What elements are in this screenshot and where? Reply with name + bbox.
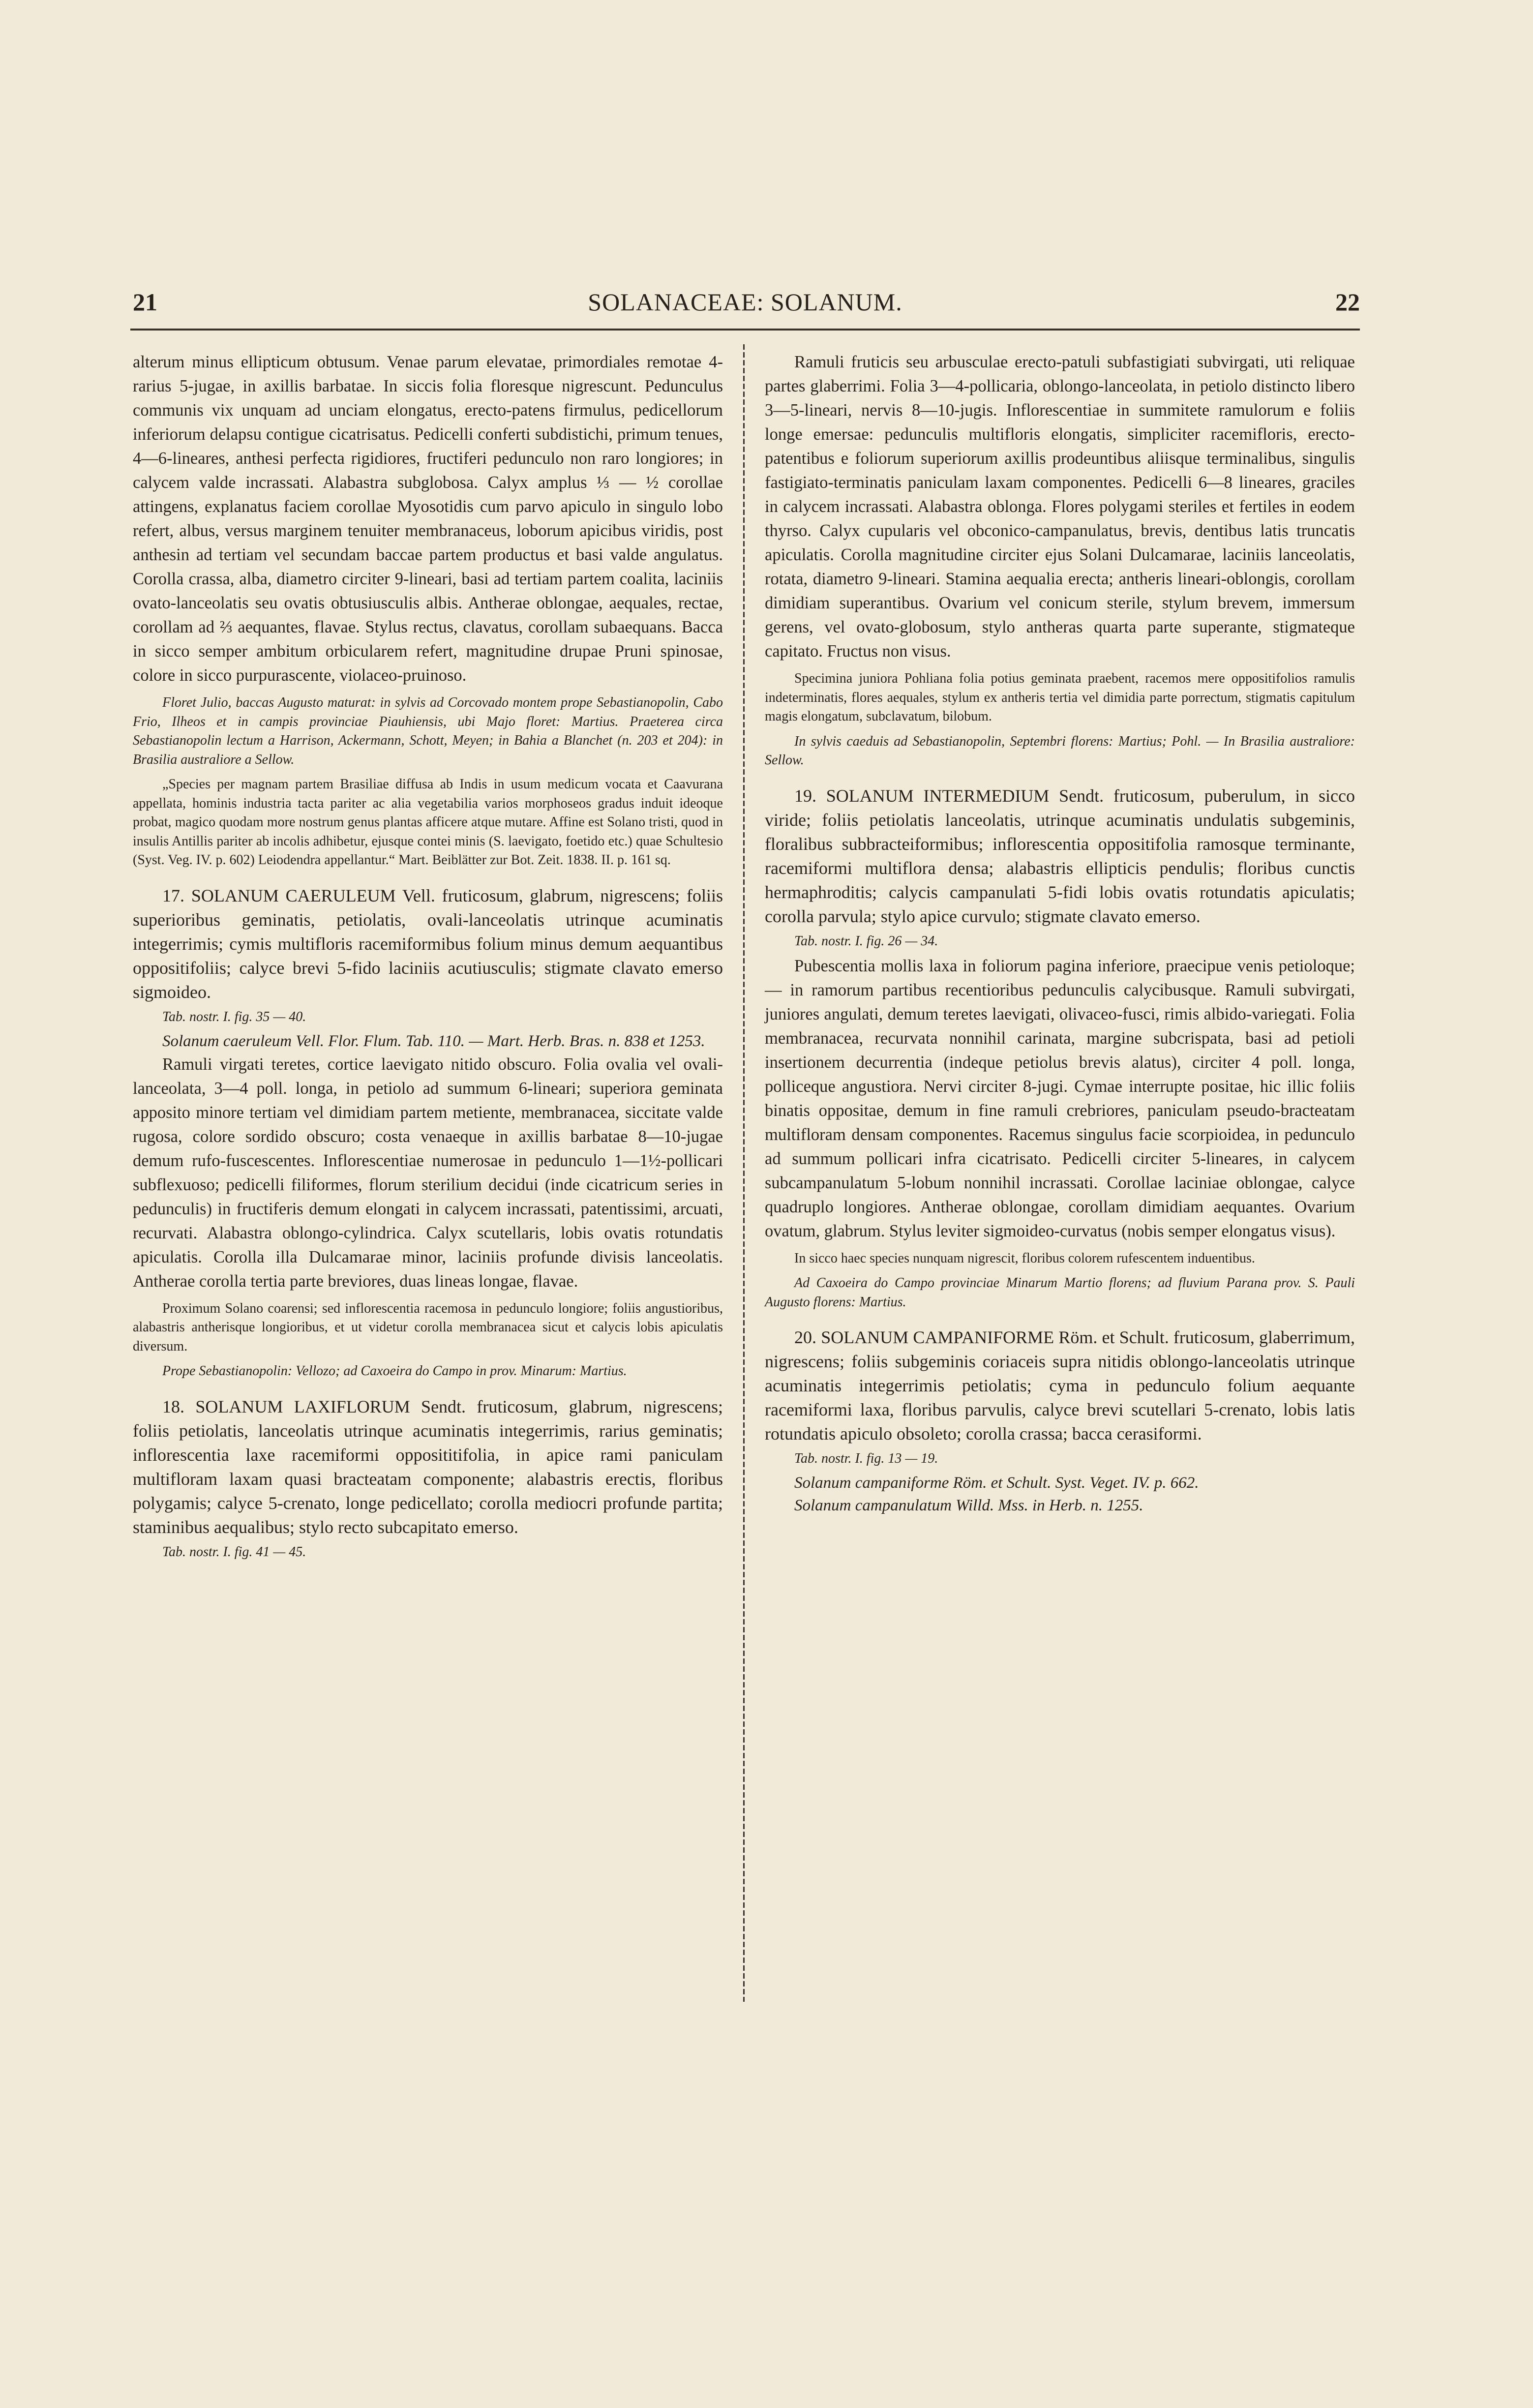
plate-reference-19: Tab. nostr. I. fig. 26 — 34. xyxy=(794,933,938,949)
page-number-right: 22 xyxy=(1335,288,1360,316)
locality-19: Ad Caxoeira do Campo provinciae Minarum Martio florens; ad fluvium Parana prov. S. Pauli Augusto florens: Martius. xyxy=(765,1275,1355,1310)
plate-reference-17: Tab. nostr. I. fig. 35 — 40. xyxy=(162,1009,306,1024)
description-paragraph-19: Pubescentia mollis laxa in foliorum pagina inferiore, praecipue venis petioloque; — in ramorum partibus recentioribus pedunculis calycibusque. Ramuli subvirgati, juniores angulati, demum teretes laevigati, olivaceo-fusci, rimis albido-variegati. Folia membranacea, recurvata nonnihil carinata, margine subcrispata, basi ad petioli insertionem decurrentia (indeque petiolus brevis alatus), circiter 4 poll. longa, polliceque angustiora. Nervi circiter 8-jugi. Cymae interrupte positae, hic illic foliis binatis oppositae, demum in fine ramuli crebriores, paniculam pseudo-bracteatam multifloram densam componentes. Racemus singulus facie scorpioidea, in pedunculo ad summum pollicari infra cicatrisato. Pedicelli circiter 5-lineares, in calycem subcampanulatum 5-lobum nonnihil incrassati. Corollae laciniae oblongae, calyce quadruplo longiores. Antherae oblongae, corollam dimidiam aequantes. Ovarium ovatum, glabrum. Stylus leviter sigmoideo-curvatus (nobis semper elongatus visus). xyxy=(765,956,1355,1240)
species-heading-18: 18. SOLANUM LAXIFLORUM Sendt. fruticosum, glabrum, nigrescens; foliis petiolatis, lanceolatis utrinque acuminatis integerrimis, rarius geminatis; inflorescentia laxe racemiformi opposititifolia, in apice rami paniculam multifloram laxam quasi bracteatam componente; alabastris erectis, floribus polygamis; calyce 5-crenato, longe pedicellato; corolla mediocri profunde partita; staminibus aequalibus; stylo recto subcapitato emerso. xyxy=(133,1396,723,1537)
note-17: Proximum Solano coarensi; sed inflorescentia racemosa in pedunculo longiore; foliis angustioribus, alabastris antherisque longioribus, et ut videtur corolla membranacea sicut et calycis lobis apiculatis diversum. xyxy=(133,1300,723,1354)
note-18: Specimina juniora Pohliana folia potius geminata praebent, racemos mere oppositifolios ramulis indeterminatis, flores aequales, stylum ex antheris tertia vel dimidia parte porrectum, stigmatis capitulum magis elongatum, subclavatum, bilobum. xyxy=(765,671,1355,724)
description-paragraph-18: Ramuli fruticis seu arbusculae erecto-patuli subfastigiati subvirgati, uti reliquae partes glaberrimi. Folia 3—4-pollicaria, oblongo-lanceolata, in petiolo distincto libero 3—5-lineari, nervis 8—10-jugis. Inflorescentiae in summitete ramulorum e foliis longe emersae: pedunculis multifloris elongatis, simpliciter racemifloris, erecto-patentibus e foliorum superiorum axillis prodeuntibus aliisque terminalibus, singulis fastigiato-terminatis paniculam laxam componentes. Pedicelli 6—8 lineares, graciles in calycem incrassati. Alabastra oblonga. Flores polygami steriles et fertiles in eodem thyrso. Calyx cupularis vel obconico-campanulatus, brevis, dentibus latis truncatis apiculatis. Corolla magnitudine circiter ejus Solani Dulcamarae, laciniis lanceolatis, rotata, diametro 9-lineari. Stamina aequalia erecta; antheris lineari-oblongis, corollam dimidiam superantibus. Ovarium vel conicum sterile, stylum brevem, immersum gerens, vel ovato-globosum, stylo antheras quarta parte superante, stigmateque capitato. Fructus non visus. xyxy=(765,353,1355,661)
note-19: In sicco haec species nunquam nigrescit, floribus colorem rufescentem induentibus. xyxy=(794,1250,1255,1266)
synonym-reference-20a: Solanum campaniforme Röm. et Schult. Syst. Veget. IV. p. 662. xyxy=(794,1474,1199,1492)
left-column xyxy=(133,350,723,1565)
page-number-left: 21 xyxy=(133,288,157,316)
plate-reference-20: Tab. nostr. I. fig. 13 — 19. xyxy=(794,1451,938,1466)
locality-17: Prope Sebastianopolin: Vellozo; ad Caxoeira do Campo in prov. Minarum: Martius. xyxy=(162,1363,627,1379)
plate-reference-18: Tab. nostr. I. fig. 41 — 45. xyxy=(162,1544,306,1560)
quote-note: „Species per magnam partem Brasiliae diffusa ab Indis in usum medicum vocata et Caavurana appellata, hominis industria tacta pariter ac alia vegetabilia varios morphoseos gradus induit ideoque probat, magico quodam more nostrum genus plantas afficere atque mutare. Affine est Solano tristi, quod in insulis Antillis pariter ab incolis adhibetur, ejusque contei minis (S. laevigato, foetido etc.) quae Schultesio (Syst. Veg. IV. p. 602) Leiodendra appellantur.“ Mart. Beiblätter zur Bot. Zeit. 1838. II. p. 161 sq. xyxy=(133,777,723,868)
right-column xyxy=(765,350,1355,1517)
description-paragraph: alterum minus ellipticum obtusum. Venae parum elevatae, primordiales remotae 4- rarius 5-jugae, in axillis barbatae. In siccis folia floresque nigrescunt. Pedunculus communis vix unquam ad unciam elongatus, erecto-patens firmulus, pedicellorum inferiorum delapsu contigue cicatrisatus. Pedicelli conferti subdistichi, primum tenues, 4—6-lineares, anthesi perfecta rigidiores, fructiferi pedunculo non raro longiores; in calycem valde incrassati. Alabastra subglobosa. Calyx amplus ⅓ — ½ corollae attingens, explanatus faciem corollae Myosotidis cum parvo apiculo in singulo lobo refert, albus, versus marginem tenuiter membranaceus, loborum apicibus viridis, post anthesin ad tertiam vel secundam baccae partem productus et basi valde angulatus. Corolla crassa, alba, diametro circiter 9-lineari, basi ad tertiam partem coalita, laciniis ovato-lanceolatis seu ovatis obtusiusculis albis. Antherae oblongae, aequales, rectae, corollam ad ⅔ aequantes, flavae. Stylus rectus, clavatus, corollam subaequans. Bacca in sicco semper ambitum orbicularem refert, magnitudine drupae Pruni spinosae, colore in sicco purpurascente, violaceo-pruinoso. xyxy=(133,353,723,685)
description-paragraph-17: Ramuli virgati teretes, cortice laevigato nitido obscuro. Folia ovalia vel ovali-lanceolata, 3—4 poll. longa, in petiolo ad summum 6-lineari; superiora geminata apposito minore tertiam vel dimidiam partem metiente, membranacea, siccitate valde rugosa, colore sordido obscuro; costa venaeque in axillis barbatae 8—10-jugae demum rufo-fuscescentes. Inflorescentiae numerosae in pedunculo 1—1½-pollicari subflexuoso; pedicelli filiformes, florum sterilium decidui (inde cicatricum series in pedunculis) in fructiferis demum elongati in calycem incrassati, patentissimi, arcuati, recurvati. Alabastra oblongo-cylindrica. Calyx scutellaris, lobis ovatis rotundatis apiculatis. Corolla illa Dulcamarae minor, laciniis profunde divisis lanceolatis. Antherae corolla tertia parte breviores, duas lineas longae, flavae. xyxy=(133,1054,723,1291)
page-header xyxy=(130,288,1360,327)
species-heading-17: 17. SOLANUM CAERULEUM Vell. fruticosum, glabrum, nigrescens; foliis superioribus geminatis, petiolatis, ovali-lanceolatis utrinque acuminatis integerrimis; cymis multifloris racemiformibus folium minus demum aequantibus oppositifoliis; calyce brevi 5-fido laciniis acutiusculis; stigmate clavato emerso sigmoideo. xyxy=(133,885,723,1002)
species-heading-20: 20. SOLANUM CAMPANIFORME Röm. et Schult. fruticosum, glaberrimum, nigrescens; foliis subgeminis coriaceis supra nitidis oblongo-lanceolatis utrinque acuminatis integerrimis petiolatis; cyma in pedunculo folium aequante racemiformi laxa, floribus parvulis, calyce brevi scutellari 5-crenato, lobis latis rotundatis apiculo obsoleto; corolla crassa; bacca cerasiformi. xyxy=(765,1327,1355,1444)
species-heading-19: 19. SOLANUM INTERMEDIUM Sendt. fruticosum, puberulum, in sicco viride; foliis petiolatis lanceolatis, utrinque acuminatis undulatis subgeminis, floralibus subbracteiformibus; inflorescentia oppositifolia ramosque terminante, racemiformi multiflora densa; alabastris ellipticis pendulis; floribus cunctis hermaphroditis; calycis campanulati 5-fidi lobis ovatis rotundatis apiculatis; corolla parvula; stylo apice curvulo; stigmate clavato emerso. xyxy=(765,785,1355,926)
header-rule xyxy=(130,329,1360,331)
synonym-reference-20b: Solanum campanulatum Willd. Mss. in Herb. n. 1255. xyxy=(794,1497,1143,1514)
column-divider xyxy=(743,344,745,2002)
running-title: SOLANACEAE: SOLANUM. xyxy=(588,288,902,316)
locality-note: Floret Julio, baccas Augusto maturat: in sylvis ad Corcovado montem prope Sebastianopolin, Cabo Frio, Ilheos et in campis provinciae Piauhiensis, ubi Majo floret: Martius. Praeterea circa Sebastianopolin lectum a Harrison, Ackermann, Schott, Meyen; in Bahia a Blanchet (n. 203 et 204): in Brasilia australiore a Sellow. xyxy=(133,695,723,767)
synonym-reference-17: Solanum caeruleum Vell. Flor. Flum. Tab. 110. — Mart. Herb. Bras. n. 838 et 1253. xyxy=(162,1032,705,1050)
locality-18: In sylvis caeduis ad Sebastianopolin, Septembri florens: Martius; Pohl. — In Brasilia australiore: Sellow. xyxy=(765,733,1355,768)
